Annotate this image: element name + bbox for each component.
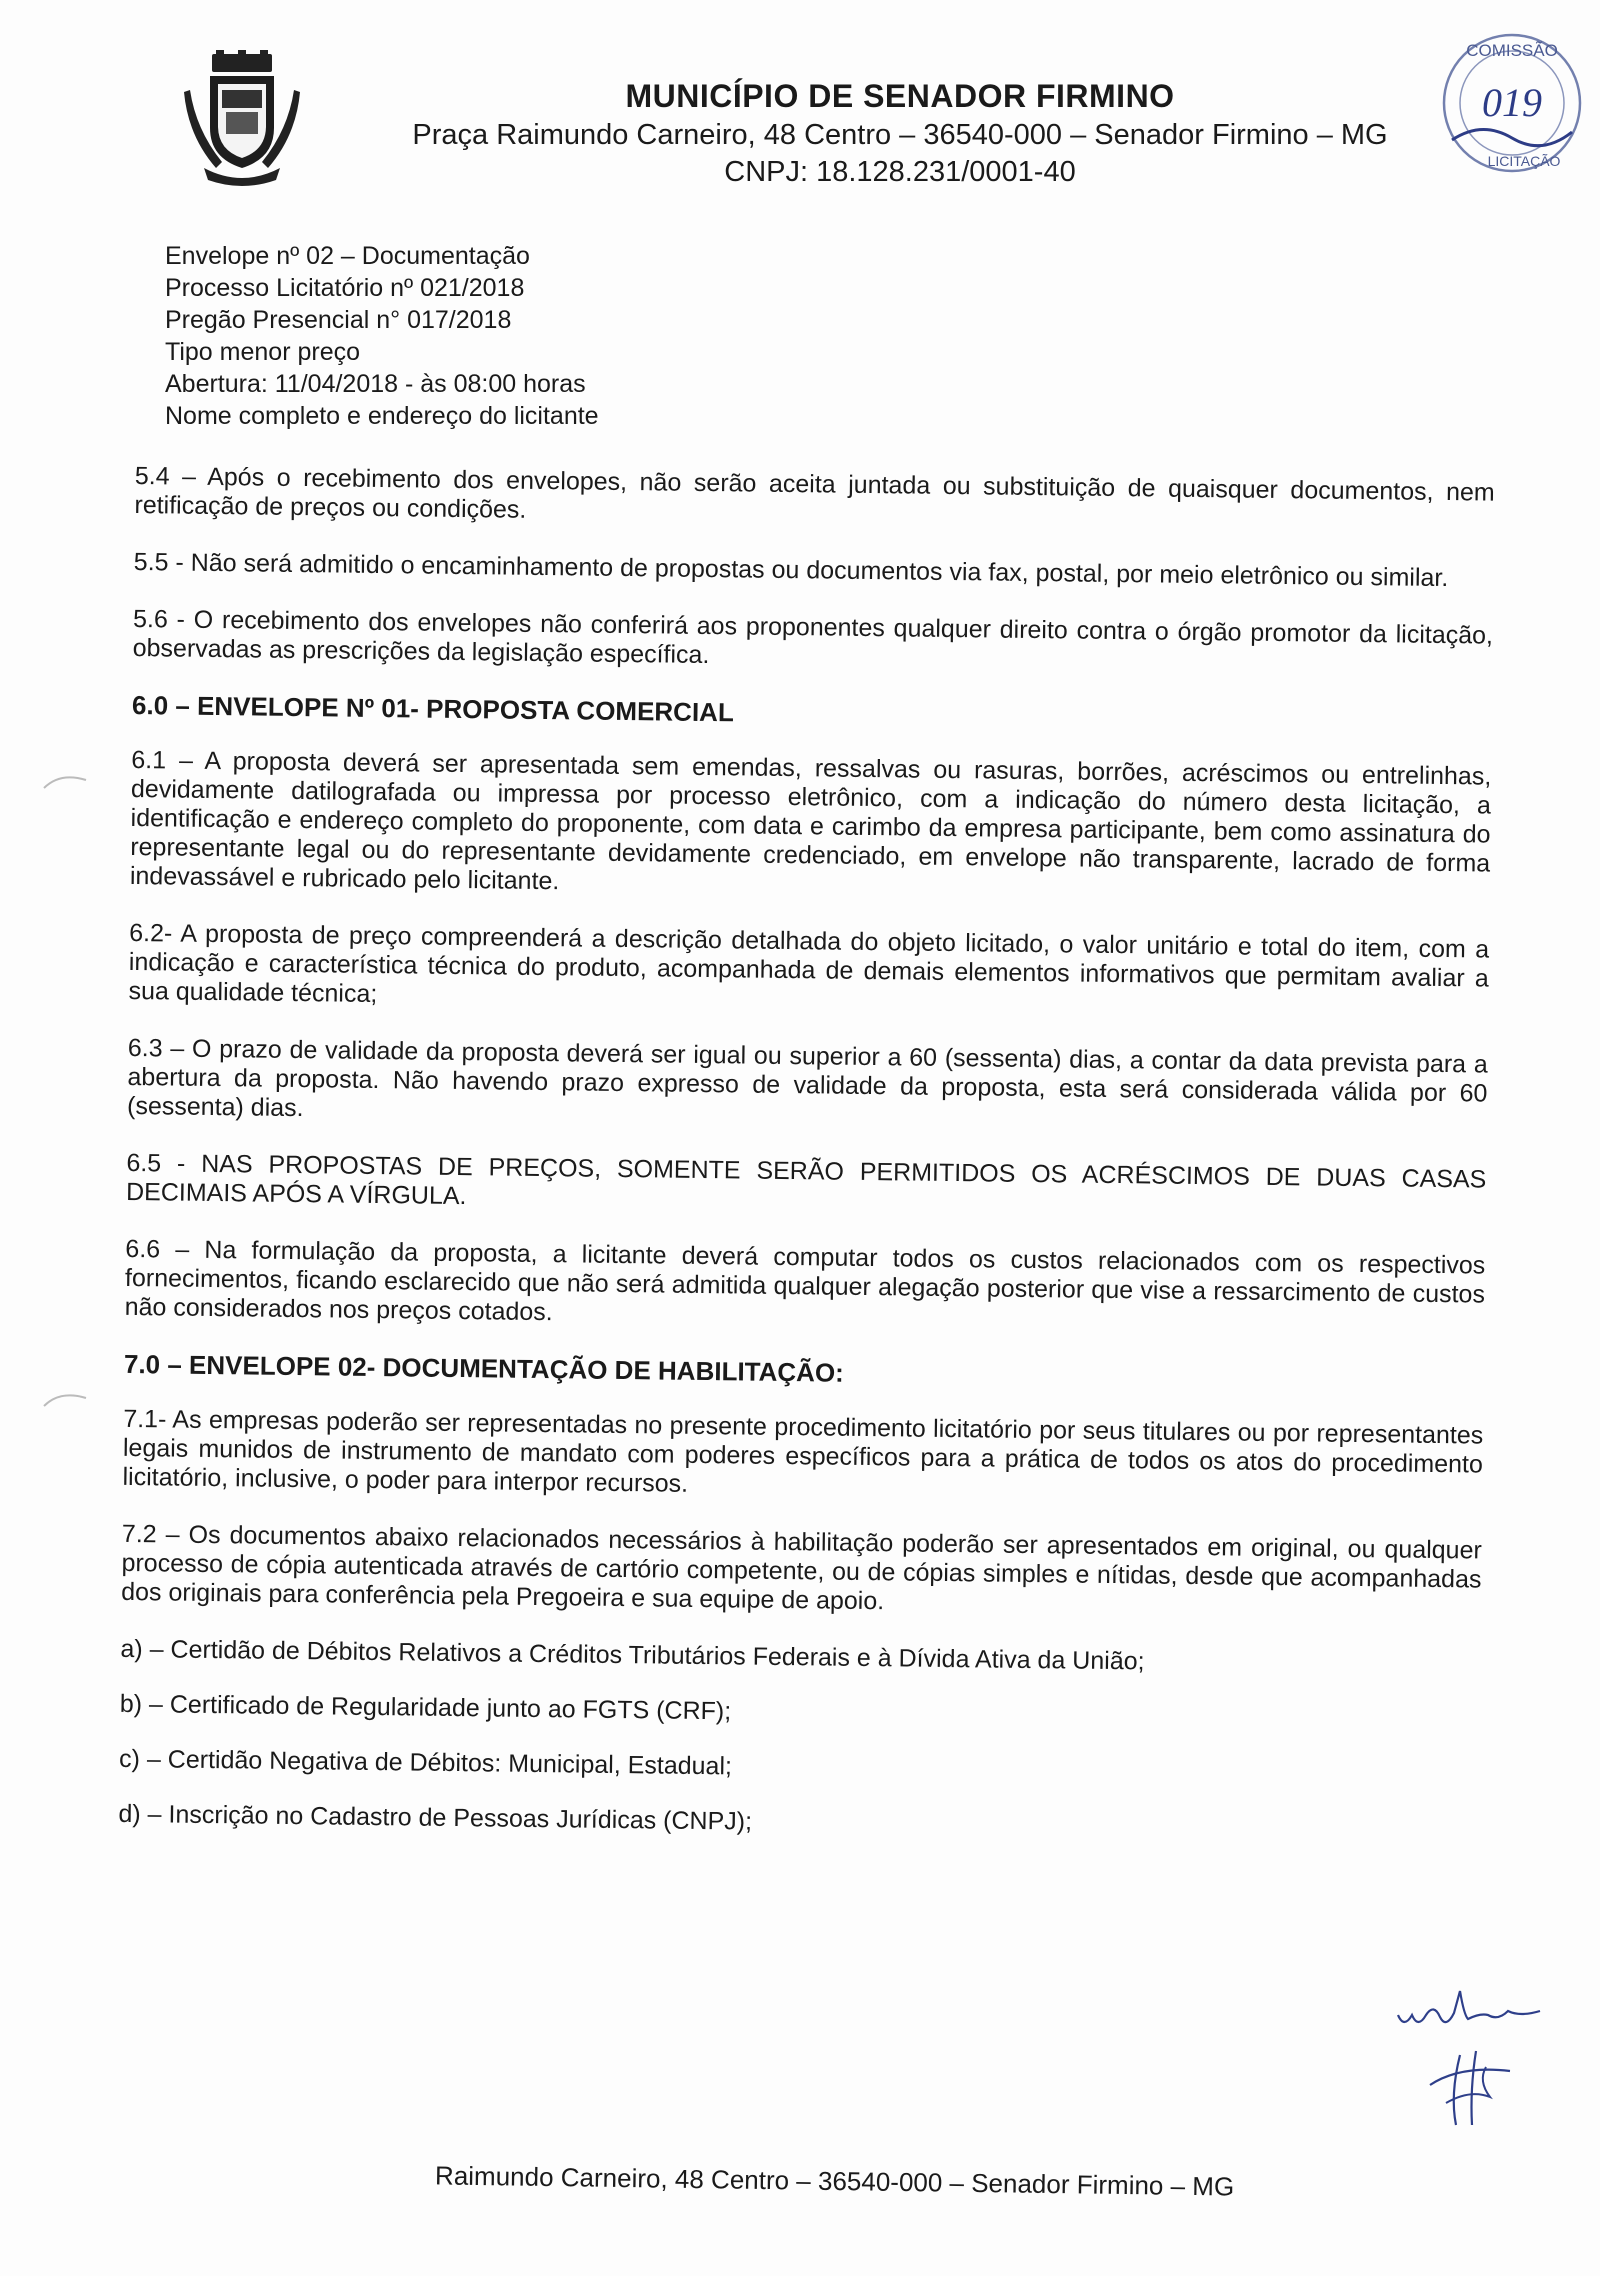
municipality-title: MUNICÍPIO DE SENADOR FIRMINO [625,78,1175,114]
clause-7-1: 7.1- As empresas poderão ser representadas no presente procedimento licitatório por seus titulares ou por representantes legais munidos de instrumento de mandato com poderes específicos para a prática de todos os atos do procedimento licitatório, inclusive, o poder para interpor recursos. [122,1404,1484,1498]
envelope-line: Pregão Presencial n° 017/2018 [165,306,512,334]
stamp-bottom-text: LICITAÇÃO [1487,153,1561,169]
envelope-line: Tipo menor preço [165,338,360,366]
envelope-line: Envelope nº 02 – Documentação [165,242,530,270]
margin-mark [40,772,90,792]
municipality-address: Praça Raimundo Carneiro, 48 Centro – 36540-000 – Senador Firmino – MG [412,119,1388,151]
document-item-b: b) – Certificado de Regularidade junto ao FGTS (CRF); [119,1689,732,1726]
stamp-number: 019 [1482,80,1542,125]
municipal-crest-logo [182,50,302,190]
municipality-cnpj: CNPJ: 18.128.231/0001-40 [724,156,1076,188]
envelope-line: Abertura: 11/04/2018 - às 08:00 horas [165,370,586,398]
footer-address: Raimundo Carneiro, 48 Centro – 36540-000 – Senador Firmino – MG [434,2160,1235,2202]
handwritten-initials [1390,1985,1570,2135]
letterhead [380,78,1420,189]
section-heading-6: 6.0 – ENVELOPE Nº 01- PROPOSTA COMERCIAL [131,689,735,728]
document-item-a: a) – Certidão de Débitos Relativos a Créditos Tributários Federais e à Dívida Ativa da União; [120,1634,1145,1676]
clause-6-1: 6.1 – A proposta deverá ser apresentada sem emendas, ressalvas ou rasuras, borrões, acréscimos ou entrelinhas, devidamente datilografada ou impressa por processo eletrônico, com a indicação do número desta licitação, a identificação e endereço completo do proponente, com data e carimbo da empresa participante, bem como assinatura do representante legal ou do representante devidamente credenciado, em envelope não transparente, lacrado de forma indevassável e rubricado pelo licitante. [129,745,1492,896]
document-body [118,462,1495,1872]
document-item-c: c) – Certidão Negativa de Débitos: Municipal, Estadual; [118,1744,733,1781]
clause-6-6: 6.6 – Na formulação da proposta, a licitante deverá computar todos os custos relacionados com os respectivos fornecimentos, ficando esclarecido que não será admitida qualquer alegação posterior que vise a ressarcimento de custos não considerados nos preços cotados. [124,1234,1486,1327]
margin-mark [40,1390,90,1410]
clause-6-5: 6.5 - NAS PROPOSTAS DE PREÇOS, SOMENTE SERÃO PERMITIDOS OS ACRÉSCIMOS DE DUAS CASAS DECIMAIS APÓS A VÍRGULA. [125,1148,1487,1211]
envelope-line: Nome completo e endereço do licitante [165,402,599,430]
clause-6-3: 6.3 – O prazo de validade da proposta deverá ser igual ou superior a 60 (sessenta) dias, a contar da data prevista para a abertura da proposta. Não havendo prazo expresso de validade da proposta, esta será considerada válida por 60 (sessenta) dias. [126,1033,1488,1123]
document-item-d: d) – Inscrição no Cadastro de Pessoas Jurídicas (CNPJ); [118,1799,753,1836]
section-heading-7: 7.0 – ENVELOPE 02- DOCUMENTAÇÃO DE HABILITAÇÃO: [123,1348,845,1388]
clause-7-2: 7.2 – Os documentos abaixo relacionados necessários à habilitação poderão ser apresentados em original, ou qualquer processo de cópia autenticada através de cartório competente, ou de cópias simples e nítidas, desde que acompanhadas dos originais para conferência pela Pregoeira e sua equipe de apoio. [121,1519,1482,1616]
envelope-label-block [165,240,599,432]
envelope-line: Processo Licitatório nº 021/2018 [165,274,525,302]
commission-stamp [1432,28,1592,178]
clause-5-5: 5.5 - Não será admitido o encaminhamento de propostas ou documentos via fax, postal, por meio eletrônico ou similar. [133,547,1449,593]
clause-6-2: 6.2- A proposta de preço compreenderá a descrição detalhada do objeto licitado, o valor unitário e total do item, com a indicação e característica técnica do produto, acompanhada de demais elementos informativos que permitam avaliar a sua qualidade técnica; [128,918,1490,1008]
clause-5-6: 5.6 - O recebimento dos envelopes não conferirá aos proponentes qualquer direito contra o órgão promotor da licitação, observadas as prescrições da legislação específica. [132,604,1494,670]
stamp-top-text: COMISSÃO [1466,41,1558,60]
clause-5-4: 5.4 – Após o recebimento dos envelopes, não serão aceita juntada ou substituição de quaisquer documentos, nem retificação de preços ou condições. [134,462,1495,524]
